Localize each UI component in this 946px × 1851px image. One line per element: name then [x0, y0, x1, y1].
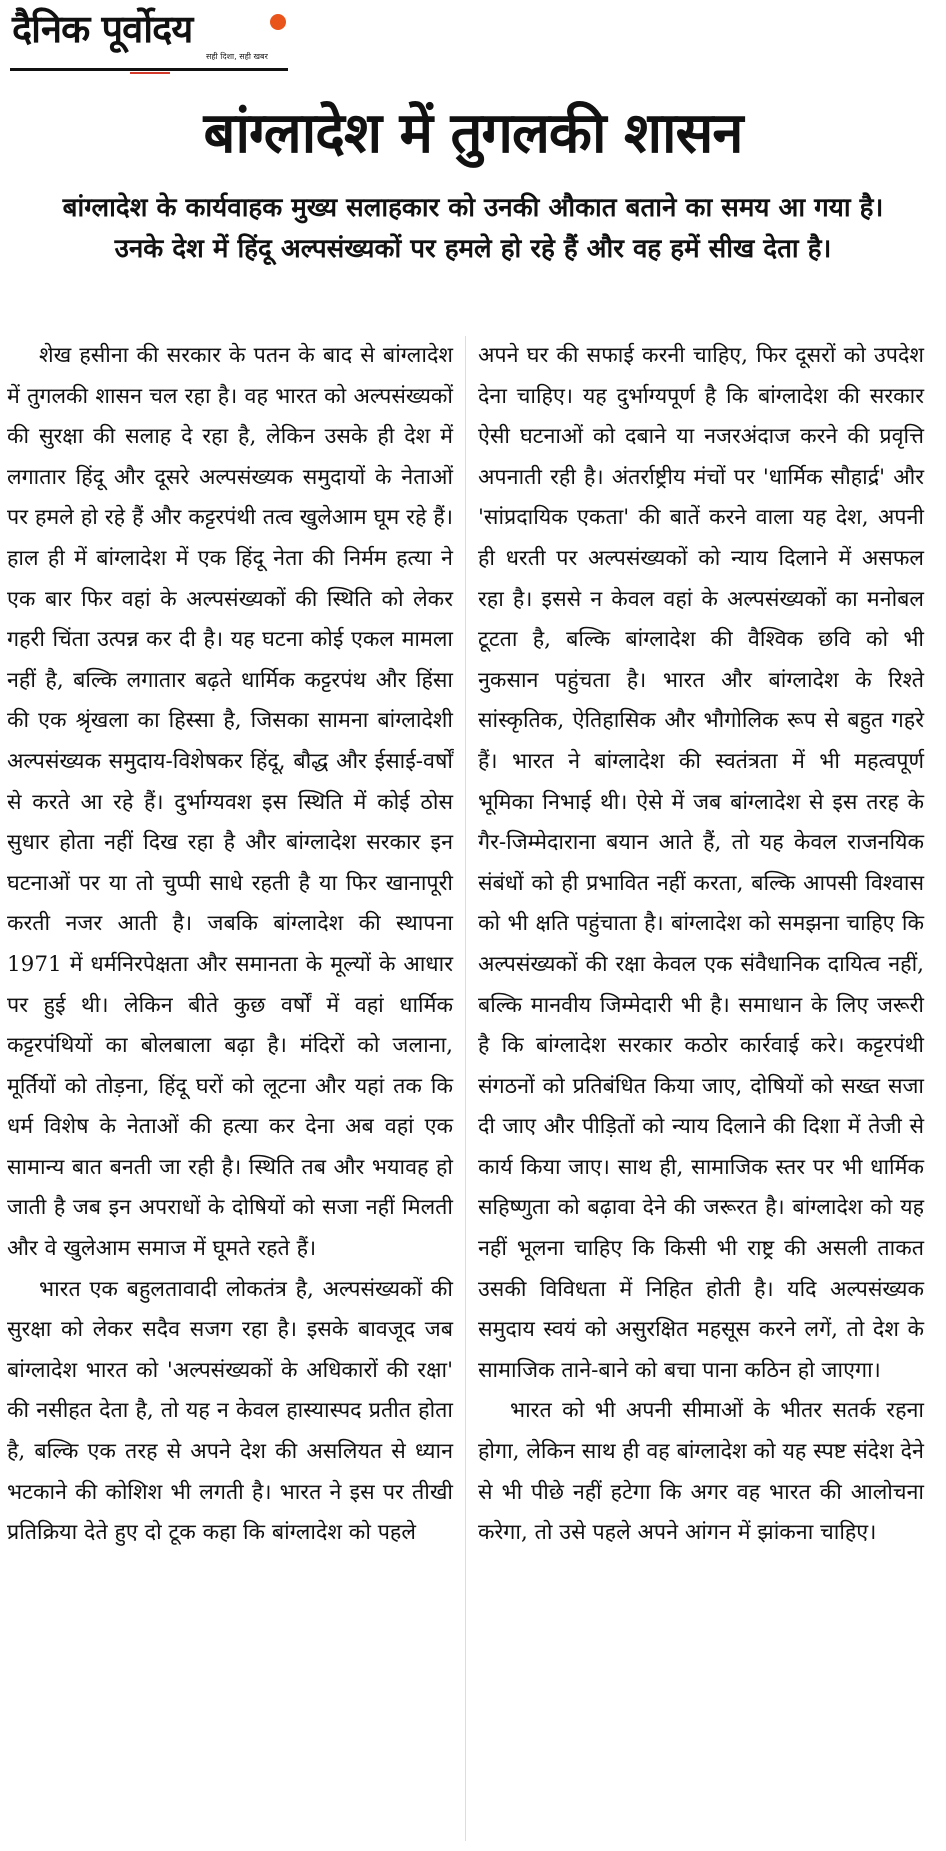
article-paragraph-continued: अपने घर की सफाई करनी चाहिए, फिर दूसरों को उपदेश देना चाहिए। यह दुर्भाग्यपूर्ण है कि बांग्लादेश की सरकार ऐसी घटनाओं को दबाने या नजरअंदाज करने की प्रवृत्ति अपनाती रही है। अंतर्राष्ट्रीय मंचों पर 'धार्मिक सौहार्द्र' और 'सांप्रदायिक एकता' की बातें करने वाला यह देश, अपनी ही धरती पर अल्पसंख्यकों को न्याय दिलाने में असफल रहा है। इससे न केवल वहां के अल्पसंख्यकों का मनोबल टूटता है, बल्कि बांग्लादेश की वैश्विक छवि को भी नुकसान पहुंचता है। भारत और बांग्लादेश के रिश्ते सांस्कृतिक, ऐतिहासिक और भौगोलिक रूप से बहुत गहरे हैं। भारत ने बांग्लादेश की स्वतंत्रता में भी महत्वपूर्ण भूमिका निभाई थी। ऐसे में जब बांग्लादेश से इस तरह के गैर-जिम्मेदाराना बयान आते हैं, तो यह केवल राजनयिक संबंधों को ही प्रभावित नहीं करता, बल्कि आपसी विश्वास को भी क्षति पहुंचाता है। बांग्लादेश को समझना चाहिए कि अल्पसंख्यकों की रक्षा केवल एक संवैधानिक दायित्व नहीं, बल्कि मानवीय जिम्मेदारी भी है। समाधान के लिए जरूरी है कि बांग्लादेश सरकार कठोर कार्रवाई करे। कट्टरपंथी संगठनों को प्रतिबंधित किया जाए, दोषियों को सख्त सजा दी जाए और पीड़ितों को न्याय दिलाने की दिशा में तेजी से कार्य किया जाए। साथ ही, सामाजिक स्तर पर भी धार्मिक सहिष्णुता को बढ़ावा देने की जरूरत है। बांग्लादेश को यह नहीं भूलना चाहिए कि किसी भी राष्ट्र की असली ताकत उसकी विविधता में निहित होती है। यदि अल्पसंख्यक समुदाय स्वयं को असुरक्षित महसूस करने लगें, तो देश के सामाजिक ताने-बाने को बचा पाना कठिन हो जाएगा। — [478, 343, 924, 1383]
article-headline: बांग्लादेश में तुगलकी शासन — [203, 101, 743, 166]
masthead-rule — [10, 68, 288, 71]
article-subheadline: बांग्लादेश के कार्यवाहक मुख्य सलाहकार को उनकी औकात बताने का समय आ गया है। उनके देश में हिंदू अल्पसंख्यकों पर हमले हो रहे हैं और वह हमें सीख देता है। — [62, 193, 884, 264]
article-column-right — [478, 336, 924, 1554]
article-paragraph: भारत को भी अपनी सीमाओं के भीतर सतर्क रहना होगा, लेकिन साथ ही वह बांग्लादेश को यह स्पष्ट संदेश देने से भी पीछे नहीं हटेगा कि अगर वह भारत की आलोचना करेगा, तो उसे पहले अपने आंगन में झांकना चाहिए। — [478, 1398, 924, 1546]
newspaper-logo: दैनिक पूर्वोदय — [12, 7, 193, 51]
masthead-accent-line — [130, 72, 170, 74]
article-paragraph: भारत एक बहुलतावादी लोकतंत्र है, अल्पसंख्यकों की सुरक्षा को लेकर सदैव सजग रहा है। इसके बावजूद जब बांग्लादेश भारत को 'अल्पसंख्यकों के अधिकारों की रक्षा' की नसीहत देता है, तो यह न केवल हास्यास्पद प्रतीत होता है, बल्कि एक तरह से अपने देश की असलियत से ध्यान भटकाने की कोशिश भी लगती है। भारत ने इस पर तीखी प्रतिक्रिया देते हुए दो टूक कहा कि बांग्लादेश को पहले — [7, 1276, 453, 1546]
logo-sun-icon — [270, 14, 286, 30]
logo-tagline: सही दिशा, सही खबर — [206, 52, 268, 61]
masthead — [10, 6, 288, 72]
article-paragraph: शेख हसीना की सरकार के पतन के बाद से बांग्लादेश में तुगलकी शासन चल रहा है। वह भारत को अल्पसंख्यकों की सुरक्षा की सलाह दे रहा है, लेकिन उसके ही देश में लगातार हिंदू और दूसरे अल्पसंख्यक समुदायों के नेताओं पर हमले हो रहे हैं और कट्टरपंथी तत्व खुलेआम घूम रहे हैं। हाल ही में बांग्लादेश में एक हिंदू नेता की निर्मम हत्या ने एक बार फिर वहां के अल्पसंख्यकों की स्थिति को लेकर गहरी चिंता उत्पन्न कर दी है। यह घटना कोई एकल मामला नहीं है, बल्कि लगातार बढ़ते धार्मिक कट्टरपंथ और हिंसा की एक श्रृंखला का हिस्सा है, जिसका सामना बांग्लादेशी अल्पसंख्यक समुदाय-विशेषकर हिंदू, बौद्ध और ईसाई-वर्षों से करते आ रहे हैं। दुर्भाग्यवश इस स्थिति में कोई ठोस सुधार होता नहीं दिख रहा है और बांग्लादेश सरकार इन घटनाओं पर या तो चुप्पी साधे रहती है या फिर खानापूरी करती नजर आती है। जबकि बांग्लादेश की स्थापना 1971 में धर्मनिरपेक्षता और समानता के मूल्यों के आधार पर हुई थी। लेकिन बीते कुछ वर्षों में वहां धार्मिक कट्टरपंथियों का बोलबाला बढ़ा है। मंदिरों को जलाना, मूर्तियों को तोड़ना, हिंदू घरों को लूटना और यहां तक कि धर्म विशेष के नेताओं की हत्या कर देना अब वहां एक सामान्य बात बनती जा रही है। स्थिति तब और भयावह हो जाती है जब इन अपराधों के दोषियों को सजा नहीं मिलती और वे खुलेआम समाज में घूमते रहते हैं। — [7, 343, 453, 1262]
column-divider — [465, 336, 466, 1841]
article-column-left — [7, 336, 453, 1554]
